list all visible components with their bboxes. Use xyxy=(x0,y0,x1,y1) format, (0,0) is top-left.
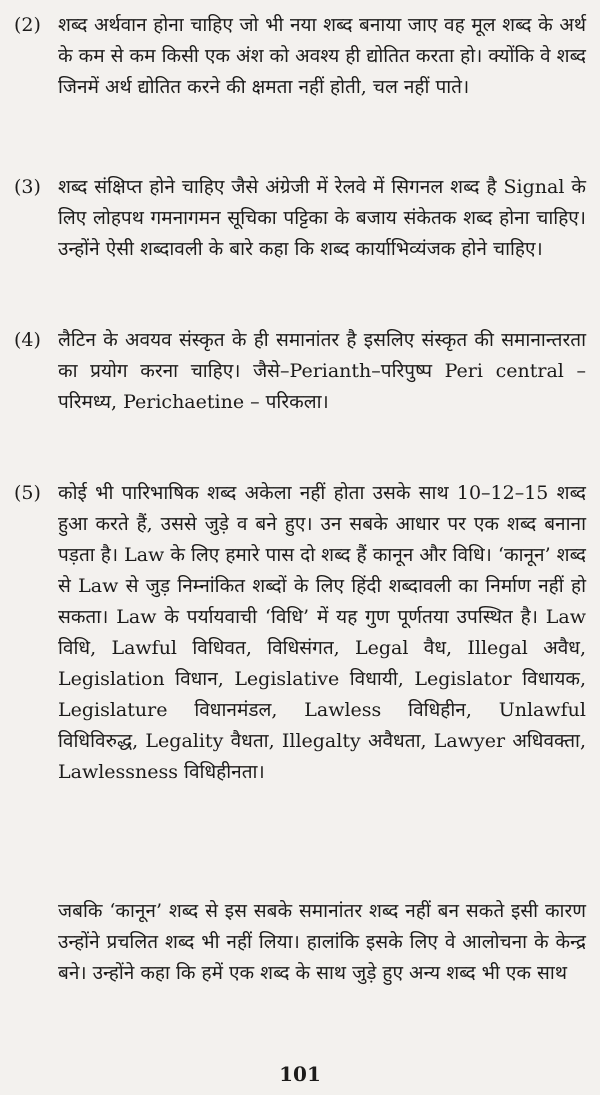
item-number: (5) xyxy=(14,482,41,504)
item-number: (2) xyxy=(14,14,41,36)
item-text: शब्द अर्थवान होना चाहिए जो भी नया शब्द बनाया जाए वह मूल शब्द के अर्थ के कम से कम किसी एक अंश को अवश्य ही द्योतित करता हो। क्योंकि वे शब्द जिनमें अर्थ द्योतित करने की क्षमता नहीं होती, चल नहीं पाते। xyxy=(58,14,586,98)
list-item xyxy=(14,10,586,103)
item-text: शब्द संक्षिप्त होने चाहिए जैसे अंग्रेजी में रेलवे में सिगनल शब्द है Signal के लिए लोहपथ गमनागमन सूचिका पट्टिका के बजाय संकेतक शब्द होना चाहिए। उन्होंने ऐसी शब्दावली के बारे कहा कि शब्द कार्याभिव्यंजक होने चाहिए। xyxy=(58,176,586,260)
item-text: कोई भी पारिभाषिक शब्द अकेला नहीं होता उसके साथ 10–12–15 शब्द हुआ करते हैं, उससे जुड़े व बने हुए। उन सबके आधार पर एक शब्द बनाना पड़ता है। Law के लिए हमारे पास दो शब्द हैं कानून और विधि। ‘कानून’ शब्द से Law से जुड़ निम्नांकित शब्दों के लिए हिंदी शब्दावली का निर्माण नहीं हो सकता। Law के पर्यायवाची ‘विधि’ में यह गुण पूर्णतया उपस्थित है। Law विधि, Lawful विधिवत, विधिसंगत, Legal वैध, Illegal अवैध, Legislation विधान, Legislative विधायी, Legislator विधायक, Legislature विधानमंडल, Lawless विधिहीन, Unlawful विधिविरुद्ध, Legality वैधता, Illegalty अवैधता, Lawyer अधिवक्ता, Lawlessness विधिहीनता। xyxy=(58,482,586,783)
item-number: (3) xyxy=(14,176,41,198)
item-number: (4) xyxy=(14,329,41,351)
closing-paragraph: जबकि ‘कानून’ शब्द से इस सबके समानांतर शब्द नहीं बन सकते इसी कारण उन्होंने प्रचलित शब्द भी नहीं लिया। हालांकि इसके लिए वे आलोचना के केन्द्र बने। उन्होंने कहा कि हमें एक शब्द के साथ जुड़े हुए अन्य शब्द भी एक साथ xyxy=(58,900,586,984)
item-text: लैटिन के अवयव संस्कृत के ही समानांतर है इसलिए संस्कृत की समानान्तरता का प्रयोग करना चाहिए। जैसे–Perianth–परिपुष्प Peri central – परिमध्य, Perichaetine – परिकला। xyxy=(58,329,586,413)
list-item xyxy=(14,478,586,788)
list-item xyxy=(14,325,586,418)
page-number: 101 xyxy=(279,1062,321,1086)
list-item xyxy=(14,172,586,265)
